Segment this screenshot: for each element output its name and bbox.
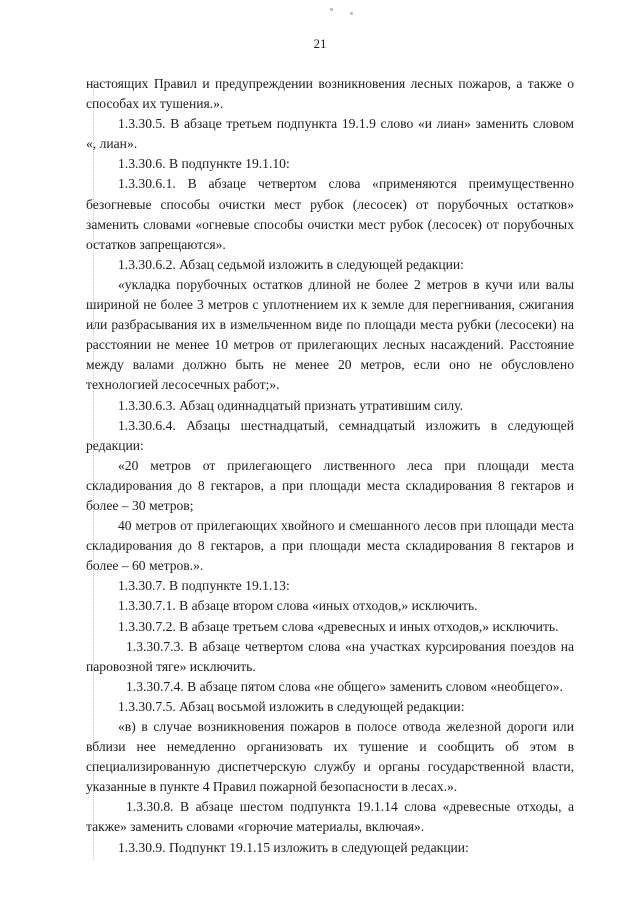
paragraph: настоящих Правил и предупреждении возникновения лесных пожаров, а также о способах их тушения.».	[86, 76, 574, 112]
paragraph: 1.3.30.8. В абзаце шестом подпункта 19.1.14 слова «древесные отходы, а также» заменить словами «горючие материалы, включая».	[86, 799, 574, 835]
paragraph: 40 метров от прилегающих хвойного и смешанного лесов при площади места складирования до 8 гектаров, а при площади места складирования 8 гектаров и более – 60 метров.».	[86, 518, 574, 574]
paragraph: 1.3.30.6. В подпункте 19.1.10:	[118, 156, 290, 172]
paragraph: 1.3.30.7.4. В абзаце пятом слова «не общего» заменить словом «необщего».	[126, 678, 563, 694]
paragraph: 1.3.30.6.1. В абзаце четвертом слова «применяются преимущественно безогневые способы очистки мест рубок (лесосек) от порубочных остатков» заменить словами «огневые способы очистки мест рубок (лесосек) от порубочных остатков запрещаются».	[86, 176, 574, 252]
paragraph: 1.3.30.6.4. Абзацы шестнадцатый, семнадцатый изложить в следующей редакции:	[86, 417, 574, 453]
paragraph: 1.3.30.6.3. Абзац одиннадцатый признать утратившим силу.	[118, 397, 463, 413]
document-text	[86, 74, 574, 858]
scan-speck	[350, 12, 353, 15]
paragraph: 1.3.30.7. В подпункте 19.1.13:	[118, 578, 290, 594]
paragraph: 1.3.30.7.3. В абзаце четвертом слова «на участках курсирования поездов на паровозной тяге» исключить.	[86, 638, 574, 674]
paragraph: 1.3.30.5. В абзаце третьем подпункта 19.1.9 слово «и лиан» заменить словом «, лиан».	[86, 116, 574, 152]
paragraph: 1.3.30.6.2. Абзац седьмой изложить в следующей редакции:	[118, 256, 464, 272]
paragraph: «20 метров от прилегающего лиственного леса при площади места складирования до 8 гектаров, а при площади места складирования 8 гектаров и более – 30 метров;	[86, 457, 574, 513]
paragraph: «в) в случае возникновения пожаров в полосе отвода железной дороги или вблизи нее немедленно организовать их тушение и сообщить об этом в специализированную диспетчерскую службу и органы государственной власти, указанные в пункте 4 Правил пожарной безопасности в лесах.».	[86, 719, 574, 795]
paragraph: 1.3.30.7.2. В абзаце третьем слова «древесных и иных отходов,» исключить.	[118, 618, 559, 634]
paragraph: 1.3.30.7.5. Абзац восьмой изложить в следующей редакции:	[118, 698, 465, 714]
scan-speck	[330, 8, 333, 11]
paragraph: «укладка порубочных остатков длиной не более 2 метров в кучи или валы шириной не более 3 метров с уплотнением их к земле для перегнивания, сжигания или разбрасывания их в измельченном виде по площади места рубки (лесосеки) на расстоянии не менее 10 метров от прилегающих лесных насаждений. Расстояние между валами должно быть не менее 20 метров, если оно не обусловлено технологией лесосечных работ;».	[86, 276, 574, 393]
paragraph: 1.3.30.9. Подпункт 19.1.15 изложить в следующей редакции:	[118, 839, 469, 855]
paragraph: 1.3.30.7.1. В абзаце втором слова «иных отходов,» исключить.	[118, 598, 478, 614]
page-number: 21	[313, 36, 327, 51]
